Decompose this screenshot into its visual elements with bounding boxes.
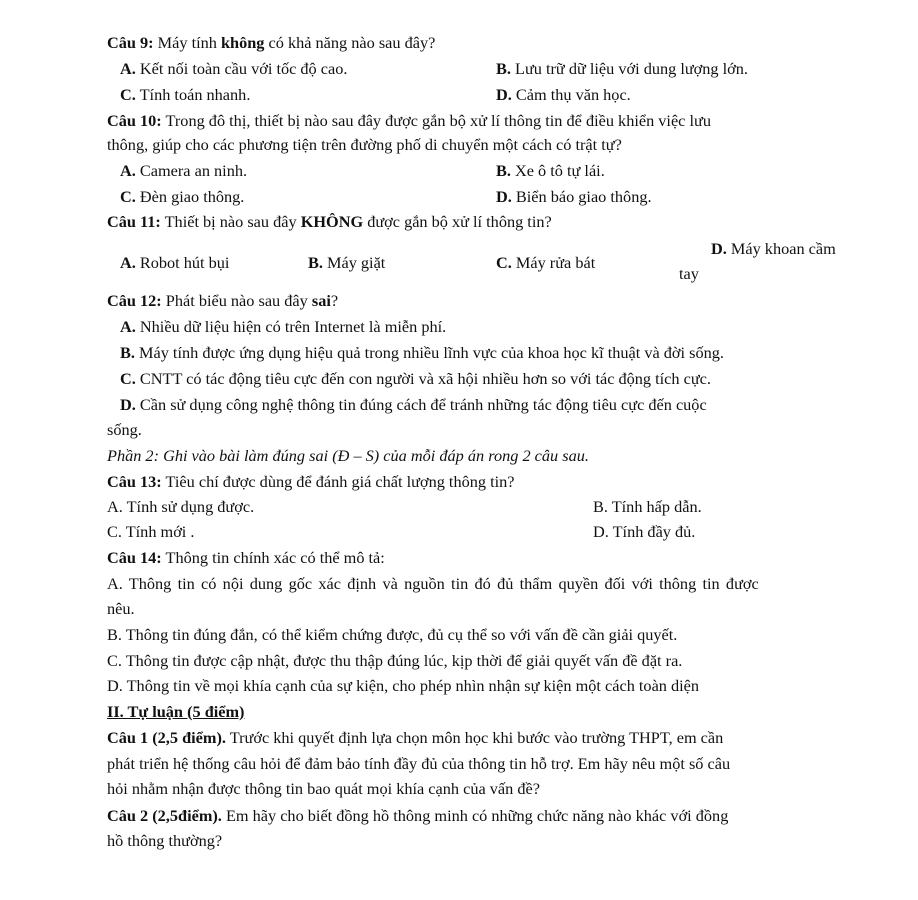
question-label: Câu 13: <box>107 472 162 491</box>
question-12-option-d: D. Cần sử dụng công nghệ thông tin đúng cách để tránh những tác động tiêu cực đến cuộc <box>120 395 707 414</box>
essay-1-line-1: Câu 1 (2,5 điểm). Trước khi quyết định lựa chọn môn học khi bước vào trường THPT, em cần <box>107 728 724 747</box>
question-11-stem: Câu 11: Thiết bị nào sau đây KHÔNG được gắn bộ xử lí thông tin? <box>107 212 552 231</box>
question-13-option-a: A. Tính sử dụng được. <box>107 497 255 516</box>
question-12-option-b: B. Máy tính được ứng dụng hiệu quả trong nhiều lĩnh vực của khoa học kĩ thuật và đời sống. <box>120 343 724 362</box>
question-12-stem: Câu 12: Phát biểu nào sau đây sai? <box>107 291 339 310</box>
question-10-option-a: A. Camera an ninh. <box>120 161 248 180</box>
essay-2-line-2: hồ thông thường? <box>107 831 223 850</box>
emphasis: KHÔNG <box>300 212 364 231</box>
question-label: Câu 11: <box>107 212 161 231</box>
question-11-option-d-cont: tay <box>679 264 699 283</box>
question-11-option-d: D. Máy khoan cầm <box>711 239 836 258</box>
question-9-option-a: A. Kết nối toàn cầu với tốc độ cao. <box>120 59 348 78</box>
question-13-option-d: D. Tính đầy đủ. <box>593 522 696 541</box>
question-13-option-c: C. Tính mới . <box>107 522 195 541</box>
question-13-stem: Câu 13: Tiêu chí được dùng để đánh giá chất lượng thông tin? <box>107 472 515 491</box>
question-14-option-d: D. Thông tin về mọi khía cạnh của sự kiện, cho phép nhìn nhận sự kiện một cách toàn diện <box>107 676 700 695</box>
question-label: Câu 14: <box>107 548 162 567</box>
question-9-option-c: C. Tính toán nhanh. <box>120 85 251 104</box>
question-14-option-b: B. Thông tin đúng đắn, có thể kiểm chứng được, đủ cụ thể so với vấn đề cần giải quyết. <box>107 625 678 644</box>
essay-1-line-2: phát triển hệ thống câu hỏi để đảm bảo tính đầy đủ của thông tin hỗ trợ. Em hãy nêu một số câu <box>107 754 731 773</box>
question-9-option-b: B. Lưu trữ dữ liệu với dung lượng lớn. <box>496 59 748 78</box>
section-title: II. Tự luận (5 điểm) <box>107 702 245 721</box>
emphasis: không <box>220 33 265 52</box>
essay-label: Câu 1 (2,5 điểm). <box>107 728 226 747</box>
question-11-option-a: A. Robot hút bụi <box>120 253 230 272</box>
question-14-option-a: A. Thông tin có nội dung gốc xác định và nguồn tin đó đủ thẩm quyền đối với thông tin được <box>107 574 759 593</box>
essay-1-line-3: hỏi nhằm nhận được thông tin bao quát mọi khía cạnh của vấn đề? <box>107 779 540 798</box>
essay-label: Câu 2 (2,5điểm). <box>107 806 222 825</box>
question-9-stem: Câu 9: Máy tính không có khả năng nào sau đây? <box>107 33 436 52</box>
question-9-option-d: D. Cảm thụ văn học. <box>496 85 631 104</box>
question-14-option-c: C. Thông tin được cập nhật, được thu thập đúng lúc, kịp thời để giải quyết vấn đề đặt ra. <box>107 651 683 670</box>
emphasis: sai <box>311 291 331 310</box>
question-12-option-a: A. Nhiều dữ liệu hiện có trên Internet là miễn phí. <box>120 317 447 336</box>
question-label: Câu 9: <box>107 33 154 52</box>
essay-2-line-1: Câu 2 (2,5điểm). Em hãy cho biết đồng hồ thông minh có những chức năng nào khác với đồng <box>107 806 729 825</box>
question-10-stem-cont: thông, giúp cho các phương tiện trên đường phố di chuyển một cách có trật tự? <box>107 135 622 154</box>
part-2-instruction: Phần 2: Ghi vào bài làm đúng sai (Đ – S) của mỗi đáp án rong 2 câu sau. <box>107 446 589 465</box>
question-14-stem: Câu 14: Thông tin chính xác có thể mô tả: <box>107 548 385 567</box>
question-12-option-d-cont: sống. <box>107 420 142 439</box>
question-10-stem: Câu 10: Trong đô thị, thiết bị nào sau đây được gắn bộ xử lí thông tin để điều khiển việc lưu <box>107 111 711 130</box>
question-10-option-c: C. Đèn giao thông. <box>120 187 245 206</box>
question-12-option-c: C. CNTT có tác động tiêu cực đến con người và xã hội nhiều hơn so với tác động tích cực. <box>120 369 711 388</box>
question-10-option-d: D. Biển báo giao thông. <box>496 187 652 206</box>
question-11-option-b: B. Máy giặt <box>308 253 386 272</box>
question-label: Câu 12: <box>107 291 162 310</box>
question-11-option-c: C. Máy rửa bát <box>496 253 596 272</box>
question-14-option-a-cont: nêu. <box>107 599 135 618</box>
question-10-option-b: B. Xe ô tô tự lái. <box>496 161 605 180</box>
question-13-option-b: B. Tính hấp dẫn. <box>593 497 702 516</box>
question-label: Câu 10: <box>107 111 162 130</box>
